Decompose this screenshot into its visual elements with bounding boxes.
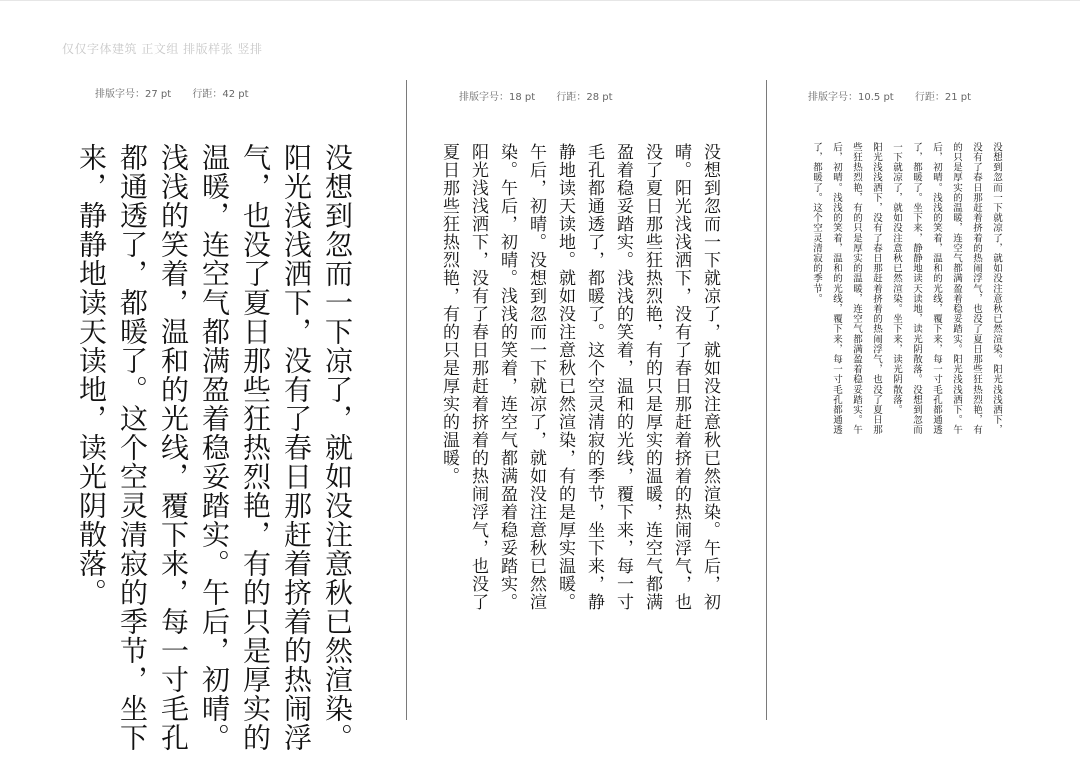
text-column: 毛孔都通透了，都暖了。这个空灵清寂的季节，坐下来，静 bbox=[584, 143, 604, 611]
vertical-text-block bbox=[71, 143, 358, 752]
leading-label: 行距：28 pt bbox=[556, 92, 613, 103]
font-size-label: 排版字号：10.5 pt bbox=[808, 92, 894, 103]
font-size-label: 排版字号：27 pt bbox=[95, 89, 172, 100]
text-column: 盈着稳妥踏实。浅浅的笑着，温和的光线，覆下来，每一寸 bbox=[613, 143, 633, 611]
text-column: 晴。阳光浅浅洒下，没有了春日那赶着挤着的热闹浮气，也 bbox=[671, 143, 691, 611]
text-column: 没想到忽而一下就凉了，就如没注意秋已然渲染。阳光浅浅洒下， bbox=[991, 142, 1002, 435]
font-size-label: 排版字号：18 pt bbox=[459, 92, 536, 103]
text-column: 没想到忽而一下就凉了，就如没注意秋已然渲染。午后，初 bbox=[700, 143, 720, 611]
top-rule bbox=[0, 0, 1080, 1]
text-column: 了，都暖了。这个空灵清寂的季节。 bbox=[811, 142, 822, 304]
text-column: 气，也没了夏日那些狂热烈艳，有的只是厚实的 bbox=[239, 143, 272, 752]
text-column: 温暖，连空气都满盈着稳妥踏实。午后，初晴。 bbox=[198, 143, 231, 752]
text-column: 来，静静地读天读地，读光阴散落。 bbox=[75, 143, 108, 607]
page-header: 仅仅字体建筑 正文组 排版样张 竖排 bbox=[62, 42, 263, 56]
text-column: 没了夏日那些狂热烈艳，有的只是厚实的温暖，连空气都满 bbox=[642, 143, 662, 611]
text-column: 没想到忽而一下凉了，就如没注意秋已然渲染。 bbox=[321, 143, 354, 752]
vertical-text-block bbox=[434, 143, 724, 611]
leading-label: 行距：21 pt bbox=[914, 92, 972, 103]
text-column: 静地读天读地。就如没注意秋已然渲染，有的是厚实温暖。 bbox=[555, 143, 575, 611]
text-column: 夏日那些狂热烈艳，有的只是厚实的温暖。 bbox=[439, 143, 459, 485]
text-column: 阳光浅浅洒下，没有了春日那赶着挤着的热闹浮气，也没了 bbox=[468, 143, 488, 611]
text-column: 后，初晴。浅浅的笑着，温和的光线，覆下来，每一寸毛孔都通透 bbox=[931, 142, 942, 435]
column-divider-1 bbox=[406, 80, 407, 720]
text-column: 浅浅的笑着，温和的光线，覆下来，每一寸毛孔 bbox=[157, 143, 190, 752]
type-spec bbox=[95, 85, 249, 100]
text-column: 了，都暖了。坐下来，静静地读天读地，读光阴散落。没想到忽而 bbox=[911, 142, 922, 435]
text-column: 没有了春日那赶着挤着的热闹浮气，也没了夏日那些狂热烈艳，有 bbox=[971, 142, 982, 435]
text-column: 阳光浅浅洒下，没有了春日那赶着挤着的热闹浮气，也没了夏日那 bbox=[871, 142, 882, 435]
text-column: 一下就凉了，就如没注意秋已然渲染。坐下来，读光阴散落。 bbox=[891, 142, 902, 415]
text-column: 染。午后，初晴。浅浅的笑着，连空气都满盈着稳妥踏实。 bbox=[497, 143, 517, 611]
leading-label: 行距：42 pt bbox=[192, 89, 249, 100]
text-column: 阳光浅浅洒下，没有了春日那赶着挤着的热闹浮 bbox=[280, 143, 313, 752]
text-column: 都通透了，都暖了。这个空灵清寂的季节，坐下 bbox=[116, 143, 149, 752]
column-divider-2 bbox=[766, 80, 767, 720]
text-column: 午后，初晴。没想到忽而一下就凉了，就如没注意秋已然渲 bbox=[526, 143, 546, 611]
type-spec bbox=[808, 88, 971, 103]
text-column: 后，初晴。浅浅的笑着，温和的光线，覆下来，每一寸毛孔都通透 bbox=[831, 142, 842, 435]
text-column: 的只是厚实的温暖，连空气都满盈着稳妥踏实。阳光浅浅洒下。午 bbox=[951, 142, 962, 435]
text-column: 些狂热烈艳，有的只是厚实的温暖，连空气都满盈着稳妥踏实。午 bbox=[851, 142, 862, 435]
vertical-text-block bbox=[806, 142, 1006, 435]
type-spec bbox=[459, 88, 613, 103]
